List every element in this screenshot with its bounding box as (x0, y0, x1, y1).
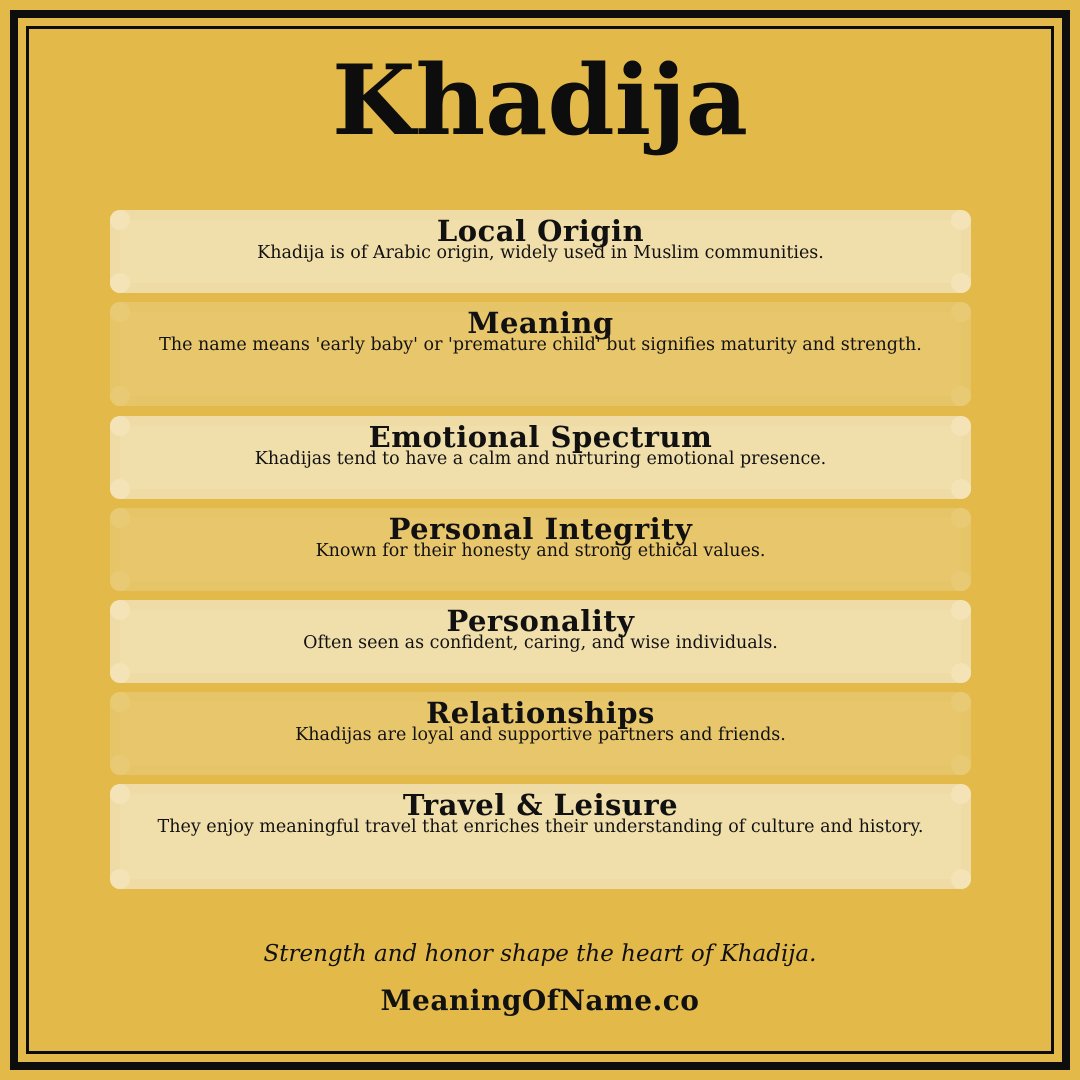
website-footer: MeaningOfName.co (380, 984, 700, 1017)
card-corner-ornament (110, 663, 130, 683)
section-heading: Meaning (467, 306, 614, 340)
card-corner-ornament (110, 869, 130, 889)
card-corner-ornament (951, 273, 971, 293)
card-corner-ornament (951, 479, 971, 499)
section-text: Often seen as confident, caring, and wise individuals. (303, 633, 778, 653)
section-card-emotional-spectrum (110, 416, 971, 499)
card-corner-ornament (951, 571, 971, 591)
section-heading: Travel & Leisure (402, 788, 679, 822)
section-text: Khadijas are loyal and supportive partners and friends. (295, 725, 786, 745)
section-text: Khadijas tend to have a calm and nurturing emotional presence. (254, 449, 827, 469)
section-heading: Relationships (426, 696, 655, 730)
card-corner-ornament (110, 386, 130, 406)
section-heading: Personality (446, 604, 635, 638)
section-heading: Personal Integrity (388, 512, 693, 546)
card-corner-ornament (951, 663, 971, 683)
section-text: They enjoy meaningful travel that enriches their understanding of culture and history. (157, 817, 924, 837)
section-card-personality (110, 600, 971, 683)
section-text: Khadija is of Arabic origin, widely used in Muslim communities. (257, 243, 824, 263)
card-corner-ornament (951, 869, 971, 889)
tagline: Strength and honor shape the heart of Khadija. (263, 941, 817, 967)
section-card-travel-leisure (110, 784, 971, 889)
section-text: The name means 'early baby' or 'premature child' but signifies maturity and strength. (159, 335, 922, 355)
section-card-meaning (110, 302, 971, 406)
section-heading: Local Origin (436, 214, 645, 248)
section-card-personal-integrity (110, 508, 971, 591)
section-card-relationships (110, 692, 971, 775)
card-corner-ornament (951, 755, 971, 775)
card-corner-ornament (110, 479, 130, 499)
section-card-local-origin (110, 210, 971, 293)
card-corner-ornament (110, 755, 130, 775)
section-text: Known for their honesty and strong ethical values. (315, 541, 766, 561)
card-corner-ornament (110, 571, 130, 591)
section-heading: Emotional Spectrum (368, 420, 713, 454)
card-corner-ornament (110, 273, 130, 293)
card-corner-ornament (951, 386, 971, 406)
page-title: Khadija (332, 44, 748, 157)
